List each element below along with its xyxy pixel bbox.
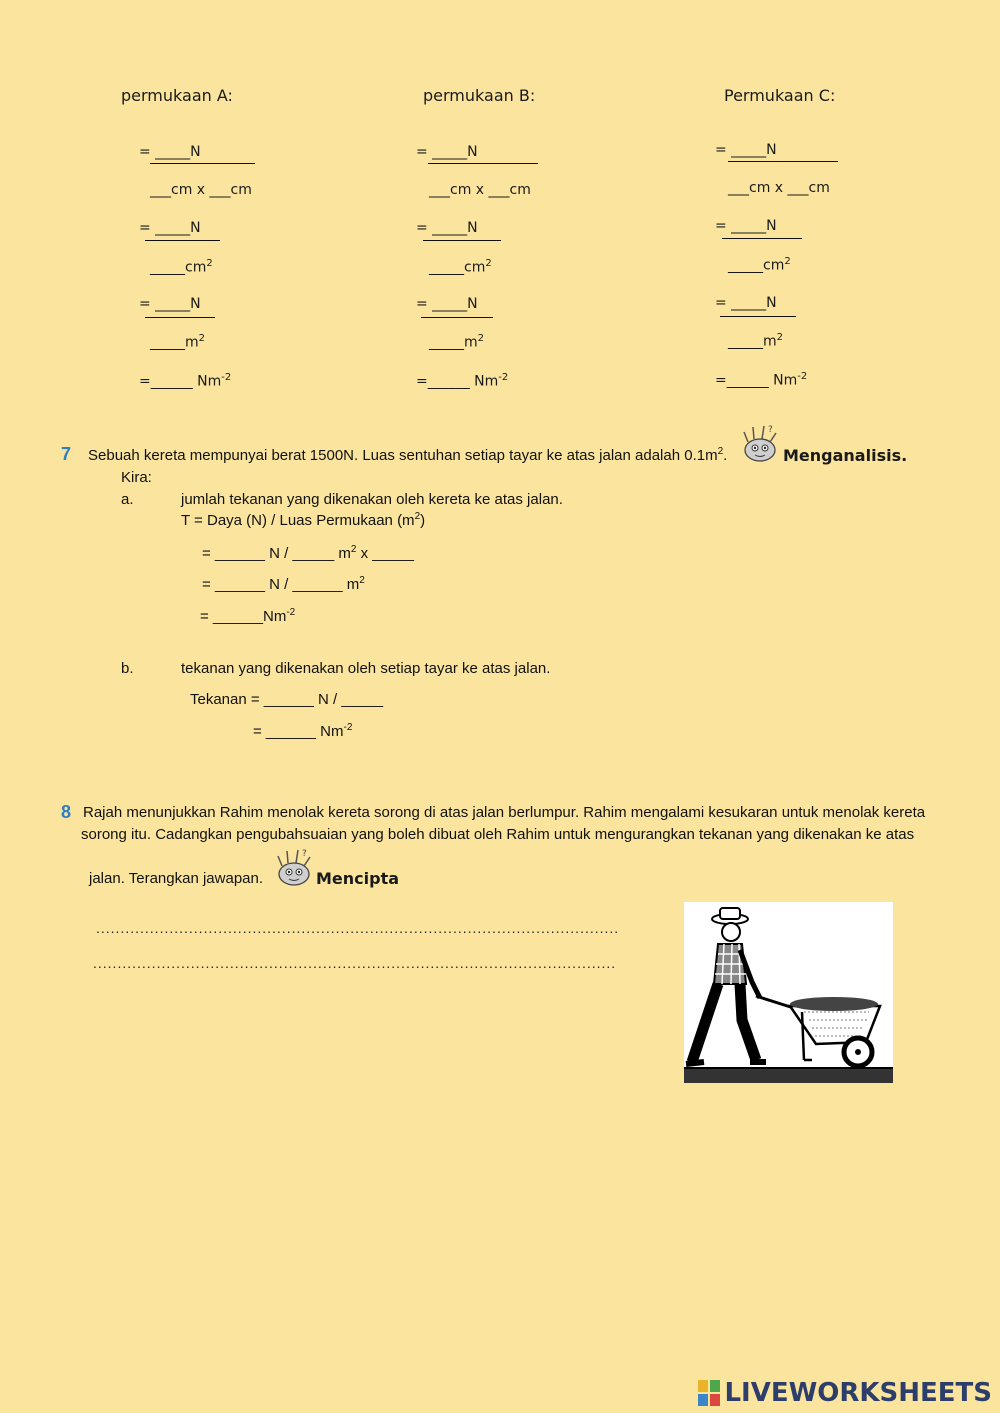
- part-a-step-3: = $\_\_\_\_\_\_Nm^{-2}$: [200, 607, 296, 625]
- surface-b-area-cm: $\_\_\_\_\_cm^2$: [429, 258, 492, 276]
- thinking-mascot-icon: [274, 846, 316, 888]
- kira-label: Kira:: [121, 469, 152, 486]
- thinking-mascot-icon: [740, 422, 782, 464]
- fraction-bar: [722, 238, 802, 239]
- surface-c-force-1: = _____N: [715, 142, 777, 158]
- answer-line-2[interactable]: ...........................................................................................................: [93, 955, 617, 971]
- surface-a-force-1: = _____N: [139, 144, 201, 160]
- thinking-level-label: Mencipta: [316, 869, 400, 888]
- question-8-line-1: Rajah menunjukkan Rahim menolak kereta sorong di atas jalan berlumpur. Rahim mengalami kesukaran untuk menolak kereta: [83, 804, 926, 821]
- fraction-bar: [720, 316, 796, 317]
- surface-c-heading: Permukaan C:: [724, 86, 836, 105]
- part-b-label: b.: [121, 660, 134, 677]
- part-a-text: jumlah tekanan yang dikenakan oleh kereta ke atas jalan.: [181, 491, 563, 508]
- fraction-bar: [150, 163, 255, 164]
- man-pushing-wheelbarrow-image: [684, 902, 893, 1083]
- part-a-step-2: = ______ N / ______ $m^2$: [202, 575, 365, 593]
- surface-c-area-cm: $\_\_\_\_\_cm^2$: [728, 256, 791, 274]
- part-a-label: a.: [121, 491, 134, 508]
- question-8-line-2: sorong itu. Cadangkan pengubahsuaian yang boleh dibuat oleh Rahim untuk mengurangkan tekanan yang dikenakan ke atas: [81, 826, 915, 843]
- surface-b-force-1: = _____N: [416, 144, 478, 160]
- question-7-text: Sebuah kereta mempunyai berat 1500N. Luas sentuhan setiap tayar ke atas jalan adalah $0.1m^2$.: [88, 446, 728, 464]
- surface-a-area-cm: $\_\_\_\_\_cm^2$: [150, 258, 213, 276]
- surface-a-force-3: = _____N: [139, 296, 201, 312]
- fraction-bar: [423, 240, 501, 241]
- answer-line-1[interactable]: ...........................................................................................................: [96, 920, 620, 936]
- fraction-bar: [145, 317, 215, 318]
- part-b-step-1: Tekanan = ______ N / _____: [190, 691, 384, 708]
- surface-c-pressure: =______ $Nm^{-2}$: [715, 371, 808, 389]
- liveworksheets-logo-icon: [698, 1380, 720, 1406]
- question-number: 8: [61, 802, 72, 822]
- pressure-formula: T = Daya (N) / Luas Permukaan $(m^2)$: [181, 511, 426, 529]
- surface-c-force-3: = _____N: [715, 295, 777, 311]
- surface-c-dimensions: ___cm x ___cm: [728, 180, 830, 196]
- question-8-line-3: jalan. Terangkan jawapan.: [89, 870, 264, 887]
- part-b-step-2: = ______ $Nm^{-2}$: [253, 722, 353, 740]
- surface-b-heading: permukaan B:: [423, 86, 536, 105]
- svg-text:?: ?: [302, 849, 307, 859]
- fraction-bar: [145, 240, 220, 241]
- thinking-level-label: Menganalisis.: [783, 446, 908, 465]
- surface-a-heading: permukaan A:: [121, 86, 233, 105]
- fraction-bar: [421, 317, 493, 318]
- surface-b-force-2: = _____N: [416, 220, 478, 236]
- svg-text:?: ?: [768, 425, 773, 435]
- part-b-text: tekanan yang dikenakan oleh setiap tayar ke atas jalan.: [181, 660, 551, 677]
- surface-c-area-m: $\_\_\_\_\_m^2$: [728, 332, 784, 350]
- fraction-bar: [428, 163, 538, 164]
- surface-b-area-m: $\_\_\_\_\_m^2$: [429, 333, 485, 351]
- surface-a-area-m: $\_\_\_\_\_m^2$: [150, 333, 206, 351]
- part-a-step-1: = ______ N / _____ $m^2$ x _____: [202, 544, 414, 562]
- liveworksheets-logo: [698, 1378, 992, 1408]
- question-number: 7: [61, 444, 72, 464]
- surface-a-dimensions: ___cm x ___cm: [150, 182, 252, 198]
- surface-a-force-2: = _____N: [139, 220, 201, 236]
- surface-b-pressure: =______ $Nm^{-2}$: [416, 372, 509, 390]
- surface-c-force-2: = _____N: [715, 218, 777, 234]
- surface-b-dimensions: ___cm x ___cm: [429, 182, 531, 198]
- surface-a-pressure: =______ $Nm^{-2}$: [139, 372, 232, 390]
- fraction-bar: [728, 161, 838, 162]
- surface-b-force-3: = _____N: [416, 296, 478, 312]
- liveworksheets-logo-text: LIVEWORKSHEETS: [724, 1378, 992, 1408]
